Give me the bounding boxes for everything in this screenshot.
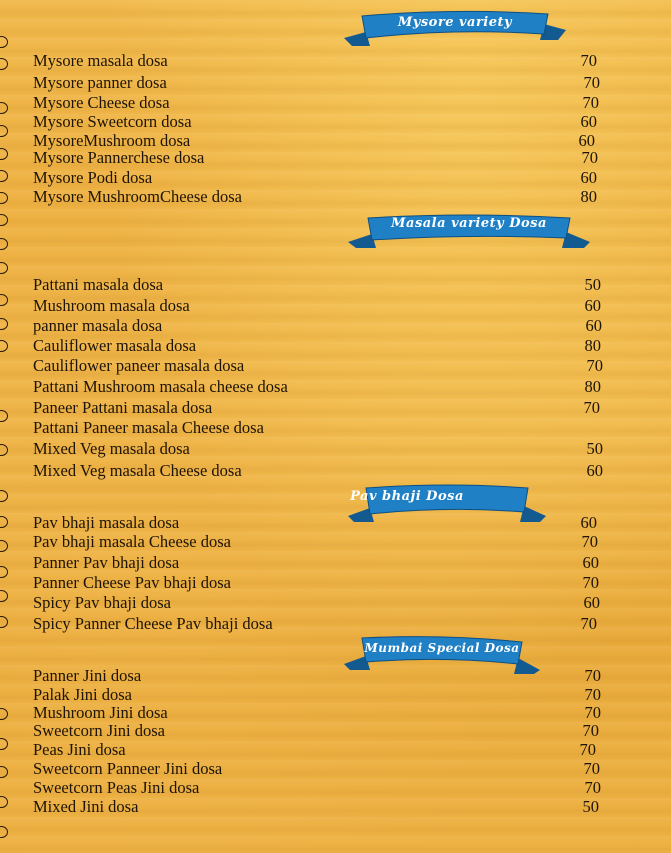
menu-item (33, 296, 633, 316)
item-price: 70 (582, 721, 599, 740)
binding-ring (0, 738, 8, 750)
menu-item (33, 614, 633, 634)
menu-item (33, 797, 633, 817)
item-name: Mysore Pannerchese dosa (33, 148, 205, 167)
menu-item (33, 461, 633, 481)
item-name: panner masala dosa (33, 316, 163, 335)
menu-item (33, 418, 633, 438)
item-name: Mysore panner dosa (33, 73, 167, 92)
menu-item (33, 51, 633, 71)
item-price: 80 (584, 336, 601, 355)
binding-ring (0, 796, 8, 808)
menu-item (33, 73, 633, 93)
item-price: 70 (584, 778, 601, 797)
menu-item (33, 513, 633, 533)
menu-item (33, 703, 633, 723)
item-price: 60 (580, 168, 597, 187)
menu-item (33, 398, 633, 418)
binding-ring (0, 766, 8, 778)
binding-ring (0, 125, 8, 137)
item-name: Paneer Pattani masala dosa (33, 398, 213, 417)
item-price: 70 (583, 73, 600, 92)
item-name: Pattani Paneer masala Cheese dosa (33, 418, 264, 437)
menu-item (33, 168, 633, 188)
item-price: 70 (584, 703, 601, 722)
binding-ring (0, 566, 8, 578)
menu-item (33, 666, 633, 686)
item-name: Pattani masala dosa (33, 275, 164, 294)
menu-item (33, 532, 633, 552)
binding-ring (0, 192, 8, 204)
item-price: 70 (582, 573, 599, 592)
item-price: 70 (583, 759, 600, 778)
menu-item (33, 573, 633, 593)
binding-ring (0, 590, 8, 602)
item-name: Cauliflower paneer masala dosa (33, 356, 245, 375)
item-price: 70 (581, 148, 598, 167)
binding-ring (0, 36, 8, 48)
section-title: Mysore variety (397, 15, 513, 30)
binding-ring (0, 148, 8, 160)
binding-ring (0, 170, 8, 182)
item-name: Palak Jini dosa (33, 685, 132, 704)
item-name: Peas Jini dosa (33, 740, 126, 759)
item-name: Cauliflower masala dosa (33, 336, 197, 355)
section-title: Masala variety Dosa (391, 216, 547, 231)
binding-ring (0, 826, 8, 838)
item-name: Panner Cheese Pav bhaji dosa (33, 573, 231, 592)
item-name: Mysore MushroomCheese dosa (33, 187, 242, 206)
item-name: Mysore Podi dosa (33, 168, 153, 187)
binding-ring (0, 540, 8, 552)
menu-item (33, 439, 633, 459)
binding-ring (0, 238, 8, 250)
item-name: Sweetcorn Panneer Jini dosa (33, 759, 223, 778)
item-name: Spicy Panner Cheese Pav bhaji dosa (33, 614, 273, 633)
menu-item (33, 759, 633, 779)
binding-ring (0, 516, 8, 528)
item-price: 70 (579, 740, 596, 759)
menu-item (33, 721, 633, 741)
item-price: 80 (584, 377, 601, 396)
binding-ring (0, 340, 8, 352)
binding-ring (0, 444, 8, 456)
item-price: 60 (583, 593, 600, 612)
item-name: Panner Pav bhaji dosa (33, 553, 180, 572)
menu-item (33, 356, 633, 376)
item-name: Pav bhaji masala Cheese dosa (33, 532, 231, 551)
menu-item (33, 112, 633, 132)
item-name: Mysore Sweetcorn dosa (33, 112, 192, 131)
item-price: 60 (580, 513, 597, 532)
menu-item (33, 553, 633, 573)
binding-ring (0, 616, 8, 628)
menu-item (33, 778, 633, 798)
item-price: 50 (582, 797, 599, 816)
item-price: 50 (584, 275, 601, 294)
item-price: 50 (586, 439, 603, 458)
item-price: 60 (582, 553, 599, 572)
item-price: 70 (580, 614, 597, 633)
item-price: 70 (584, 685, 601, 704)
binding-ring (0, 708, 8, 720)
item-price: 60 (586, 461, 603, 480)
section-title: Pav bhaji Dosa (350, 489, 464, 504)
item-price: 70 (584, 666, 601, 685)
item-name: Mushroom masala dosa (33, 296, 190, 315)
binding-ring (0, 102, 8, 114)
item-name: Mixed Veg masala dosa (33, 439, 190, 458)
item-name: Sweetcorn Peas Jini dosa (33, 778, 200, 797)
item-price: 60 (584, 296, 601, 315)
item-price: 70 (581, 532, 598, 551)
item-price: 70 (582, 93, 599, 112)
item-name: Mysore Cheese dosa (33, 93, 170, 112)
menu-item (33, 93, 633, 113)
menu-item (33, 593, 633, 613)
item-name: Mixed Jini dosa (33, 797, 139, 816)
menu-item (33, 740, 633, 760)
menu-item (33, 336, 633, 356)
item-price: 70 (583, 398, 600, 417)
binding-ring (0, 410, 8, 422)
menu-item (33, 187, 633, 207)
binding-ring (0, 318, 8, 330)
menu-item (33, 377, 633, 397)
item-name: Spicy Pav bhaji dosa (33, 593, 171, 612)
item-name: MysoreMushroom dosa (33, 131, 191, 150)
item-price: 60 (578, 131, 595, 150)
binding-ring (0, 214, 8, 226)
item-name: Panner Jini dosa (33, 666, 142, 685)
section-title: Mumbai Special Dosa (364, 641, 520, 655)
item-name: Sweetcorn Jini dosa (33, 721, 165, 740)
binding-ring (0, 294, 8, 306)
item-name: Mushroom Jini dosa (33, 703, 168, 722)
item-price: 80 (580, 187, 597, 206)
menu-item (33, 316, 633, 336)
binding-ring (0, 490, 8, 502)
item-price: 60 (580, 112, 597, 131)
menu-item (33, 148, 633, 168)
item-name: Pattani Mushroom masala cheese dosa (33, 377, 288, 396)
item-price: 70 (580, 51, 597, 70)
item-name: Pav bhaji masala dosa (33, 513, 180, 532)
item-name: Mysore masala dosa (33, 51, 168, 70)
binding-marks (0, 0, 14, 853)
item-price: 60 (585, 316, 602, 335)
binding-ring (0, 58, 8, 70)
item-price: 70 (586, 356, 603, 375)
item-name: Mixed Veg masala Cheese dosa (33, 461, 242, 480)
menu-item (33, 685, 633, 705)
menu-item (33, 275, 633, 295)
section-banner-masala (348, 212, 590, 250)
binding-ring (0, 262, 8, 274)
section-banner-mysore (344, 10, 566, 48)
